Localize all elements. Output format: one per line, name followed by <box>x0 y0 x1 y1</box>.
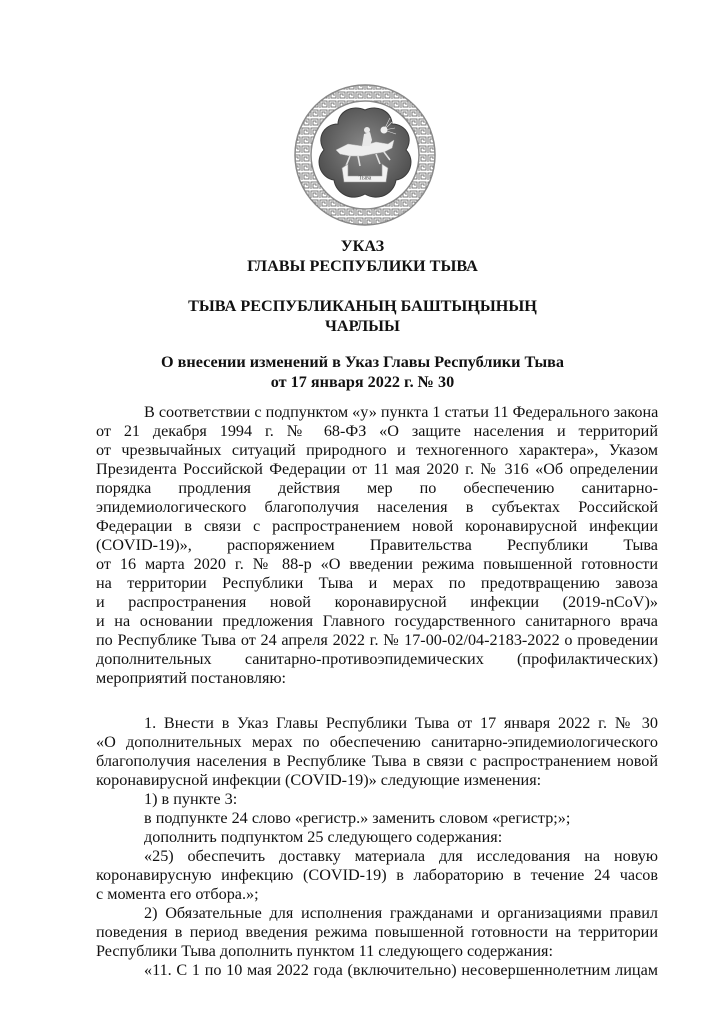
document-title: О внесении изменений в Указ Главы Республики Тыва <box>161 353 564 371</box>
text-line: поведения в период введения режима повышенной готовности на территории <box>96 923 658 941</box>
tuvan-document-type-heading: ЧАРЛЫЫ <box>325 317 400 335</box>
tuva-coat-of-arms-icon <box>292 82 438 228</box>
text-line: Федерации в связи с распространением новой коронавирусной инфекции <box>96 517 658 535</box>
preamble-paragraph <box>96 403 658 688</box>
text-line: дополнительных санитарно-противоэпидемических (профилактических) <box>96 650 658 668</box>
text-line: коронавирусную инфекцию (COVID-19) в лабораторию в течение 24 часов <box>96 866 658 884</box>
text-line: 1. Внести в Указ Главы Республики Тыва от 17 января 2022 г. № 30 <box>144 714 658 732</box>
text-line: на территории Республики Тыва и мерах по предотвращению завоза <box>96 574 658 592</box>
text-line: и на основании предложения Главного государственного санитарного врача <box>96 612 658 630</box>
text-line: «11. С 1 по 10 мая 2022 года (включительно) несовершеннолетним лицам <box>144 961 658 979</box>
text-line: от чрезвычайных ситуаций природного и техногенного характера», Указом <box>96 441 658 459</box>
text-line: по Республике Тыва от 24 апреля 2022 г. № 17-00-02/04-2183-2022 о проведении <box>96 631 658 649</box>
text-line: «О дополнительных мерах по обеспечению санитарно-эпидемиологического <box>96 733 658 751</box>
text-line: порядка продления действия мер по обеспечению санитарно- <box>96 479 658 497</box>
text-line: благополучия населения в Республике Тыва в связи с распространением новой <box>96 752 658 770</box>
text-line: от 21 декабря 1994 г. № 68-ФЗ «О защите населения и территорий <box>96 422 658 440</box>
issuer-heading: ГЛАВЫ РЕСПУБЛИКИ ТЫВА <box>247 257 478 275</box>
text-line: мероприятий постановляю: <box>96 669 287 687</box>
text-line: эпидемиологического благополучия населения в субъектах Российской <box>96 498 658 516</box>
text-line: 2) Обязательные для исполнения гражданами и организациями правил <box>144 904 658 922</box>
text-line: Президента Российской Федерации от 11 мая 2020 г. № 316 «Об определении <box>96 460 658 478</box>
text-line: и распространения новой коронавирусной инфекции (2019-nCoV)» <box>96 593 658 611</box>
tuvan-issuer-heading: ТЫВА РЕСПУБЛИКАНЫҢ БАШТЫҢЫНЫҢ <box>188 297 537 315</box>
text-line: 1) в пункте 3: <box>144 790 238 808</box>
text-line: от 16 марта 2020 г. № 88-р «О введении режима повышенной готовности <box>96 555 658 573</box>
text-line: «25) обеспечить доставку материала для исследования на новую <box>144 847 658 865</box>
text-line: Республики Тыва дополнить пунктом 11 следующего содержания: <box>96 942 553 960</box>
document-type-heading: УКАЗ <box>340 237 385 255</box>
text-line: дополнить подпунктом 25 следующего содержания: <box>144 828 503 846</box>
text-line: с момента его отбора.»; <box>96 885 259 903</box>
text-line: в подпункте 24 слово «регистр.» заменить словом «регистр;»; <box>144 809 571 827</box>
text-line: коронавирусной инфекции (COVID-19)» следующие изменения: <box>96 771 542 789</box>
emblem-ribbon-text: Тыва <box>358 175 372 182</box>
text-line: В соответствии с подпунктом «у» пункта 1 статьи 11 Федерального закона <box>144 403 659 421</box>
text-line: (COVID-19)», распоряжением Правительства Республики Тыва <box>96 536 658 554</box>
document-title-date: от 17 января 2022 г. № 30 <box>270 373 455 391</box>
amendments-section <box>96 714 658 980</box>
